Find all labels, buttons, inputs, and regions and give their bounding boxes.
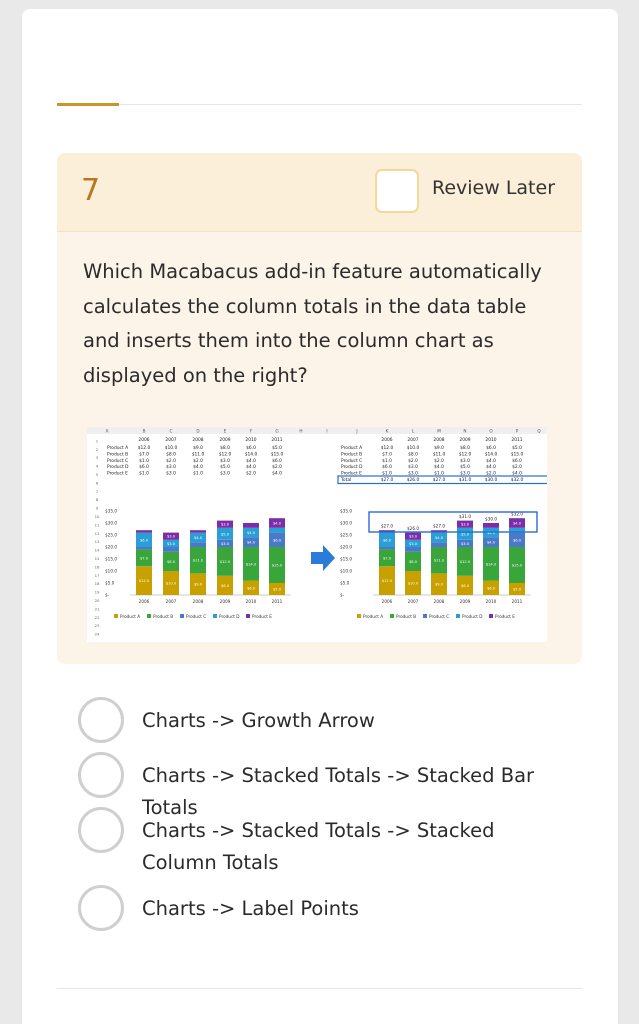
table-cell: $8.0 — [166, 452, 176, 458]
chart-x-tick: 2007 — [407, 599, 419, 604]
chart-bar-segment — [431, 542, 447, 547]
legend-swatch — [213, 614, 217, 618]
table-cell: $6.0 — [382, 465, 392, 471]
row-number: 9 — [95, 505, 99, 511]
chart-total-label: $26.0 — [407, 526, 419, 532]
table-cell: $1.0 — [193, 471, 203, 477]
legend-swatch — [423, 614, 427, 618]
question-figure — [87, 427, 547, 642]
column-letter: A — [105, 428, 109, 434]
chart-data-label: $7.0 — [382, 556, 392, 561]
legend-swatch — [390, 614, 394, 618]
row-number: 12 — [94, 530, 100, 536]
chart-data-label: $6.0 — [272, 538, 282, 543]
chart-x-tick: 2010 — [485, 599, 497, 604]
row-number: 11 — [94, 522, 100, 528]
chart-x-tick: 2006 — [138, 599, 150, 604]
table-cell: $1.0 — [434, 471, 444, 477]
chart-data-label: $5.0 — [460, 532, 470, 537]
column-letter: B — [142, 428, 146, 434]
table-row-label: Product D — [341, 465, 363, 471]
row-number: 7 — [95, 488, 99, 494]
table-cell: $8.0 — [460, 446, 470, 451]
chart-x-tick: 2011 — [271, 599, 283, 604]
chart-data-label: $4.0 — [246, 531, 256, 536]
table-cell: $3.0 — [460, 471, 470, 477]
table-cell: $3.0 — [166, 465, 176, 471]
question-text: Which Macabacus add-in feature automatically calculates the column totals in the data table and inserts them into the column chart as displayed on the right? — [83, 260, 542, 387]
table-row-label: Product E — [107, 471, 128, 477]
table-year-header: 2007 — [407, 438, 419, 443]
review-later-checkbox[interactable] — [375, 169, 419, 213]
table-year-header: 2006 — [381, 438, 393, 443]
table-cell: $14.0 — [244, 452, 258, 458]
chart-data-label: $8.0 — [408, 559, 418, 564]
table-cell: $12.0 — [380, 446, 394, 451]
column-letter: P — [515, 428, 519, 434]
chart-y-tick: $30.0 — [105, 520, 117, 526]
table-cell: $2.0 — [486, 471, 496, 477]
table-cell: $12.0 — [137, 446, 151, 451]
progress-indicator — [57, 103, 119, 106]
chart-bar-segment — [190, 542, 206, 547]
chart-data-label: $12.0 — [381, 579, 393, 584]
table-year-header: 2007 — [165, 438, 177, 443]
chart-data-label: $14.0 — [245, 562, 257, 567]
row-number: 16 — [94, 564, 100, 570]
table-total-cell: $27.0 — [432, 478, 446, 483]
chart-data-label: $6.0 — [382, 538, 392, 543]
chart-data-label: $7.0 — [139, 556, 149, 561]
table-row-label: Product D — [107, 465, 129, 471]
table-cell: $3.0 — [408, 471, 418, 477]
table-cell: $8.0 — [408, 452, 418, 458]
table-row-label: Product A — [107, 446, 129, 451]
row-number: 6 — [95, 480, 99, 486]
chart-data-label: $12.0 — [219, 559, 231, 564]
figure-svg — [87, 427, 547, 642]
chart-y-tick: $10.0 — [105, 568, 117, 574]
table-cell: $5.0 — [512, 446, 522, 451]
chart-data-label: $6.0 — [486, 586, 496, 591]
chart-bar-segment — [243, 523, 259, 528]
chart-data-label: $15.0 — [271, 563, 283, 568]
chart-x-tick: 2011 — [511, 599, 523, 604]
question-box — [57, 153, 582, 664]
chart-y-tick: $35.0 — [340, 508, 352, 514]
table-cell: $2.0 — [434, 458, 444, 464]
table-cell: $15.0 — [510, 452, 524, 458]
chart-y-tick: $15.0 — [105, 556, 117, 562]
column-letter: D — [196, 428, 200, 434]
chart-data-label: $4.0 — [512, 521, 522, 526]
table-cell: $5.0 — [220, 465, 230, 471]
chart-bar-segment — [269, 528, 285, 533]
table-row-label: Product C — [107, 458, 129, 464]
table-cell: $7.0 — [139, 452, 149, 458]
chart-data-label: $10.0 — [407, 581, 419, 586]
chart-total-label: $32.0 — [511, 511, 523, 517]
table-cell: $11.0 — [191, 452, 205, 458]
table-cell: $14.0 — [484, 452, 498, 458]
column-letter: J — [356, 428, 358, 434]
chart-data-label: $12.0 — [138, 579, 150, 584]
progress-track — [57, 104, 582, 105]
legend-label: Product C — [429, 614, 450, 619]
row-number: 13 — [94, 539, 100, 545]
table-cell: $7.0 — [382, 452, 392, 458]
chart-data-label: $11.0 — [192, 558, 204, 563]
column-letter: C — [169, 428, 173, 434]
legend-swatch — [180, 614, 184, 618]
table-cell: $10.0 — [164, 446, 178, 451]
chart-x-tick: 2010 — [245, 599, 257, 604]
chart-y-tick: $20.0 — [340, 544, 352, 550]
table-cell: $3.0 — [166, 471, 176, 477]
table-cell: $2.0 — [166, 458, 176, 464]
column-letter: G — [275, 428, 279, 434]
row-number: 18 — [94, 581, 100, 587]
chart-data-label: $3.0 — [220, 522, 230, 527]
chart-y-tick: $- — [105, 592, 110, 598]
chart-y-tick: $20.0 — [105, 544, 117, 550]
column-letter: L — [411, 428, 415, 434]
transform-arrow-icon — [311, 545, 335, 571]
option-radio[interactable] — [78, 697, 124, 743]
table-cell: $9.0 — [193, 446, 203, 451]
legend-swatch — [147, 614, 151, 618]
row-number: 19 — [94, 589, 100, 595]
chart-y-tick: $30.0 — [340, 520, 352, 526]
chart-y-tick: $5.0 — [105, 580, 115, 586]
legend-label: Product E — [252, 614, 272, 619]
chart-data-label: $14.0 — [485, 562, 497, 567]
chart-y-tick: $25.0 — [340, 532, 352, 538]
table-cell: $3.0 — [220, 471, 230, 477]
chart-x-tick: 2009 — [459, 599, 471, 604]
option-label[interactable]: Charts -> Stacked Totals -> Stacked Bar Totals — [142, 764, 535, 819]
legend-label: Product D — [462, 614, 483, 619]
table-cell: $1.0 — [382, 458, 392, 464]
chart-total-label: $27.0 — [433, 523, 445, 529]
chart-data-label: $6.0 — [512, 538, 522, 543]
chart-data-label: $3.0 — [166, 541, 176, 546]
option-label[interactable]: Charts -> Label Points — [142, 897, 359, 920]
table-cell: $2.0 — [246, 471, 256, 477]
table-cell: $4.0 — [246, 465, 256, 471]
table-cell: $5.0 — [460, 465, 470, 471]
table-year-header: 2011 — [271, 438, 283, 443]
chart-x-tick: 2009 — [219, 599, 231, 604]
table-cell: $12.0 — [458, 452, 472, 458]
column-letter: K — [385, 428, 389, 434]
table-cell: $15.0 — [270, 452, 284, 458]
table-cell: $5.0 — [272, 446, 282, 451]
legend-swatch — [114, 614, 118, 618]
table-row-label: Product A — [341, 446, 363, 451]
question-header — [57, 153, 582, 232]
table-cell: $6.0 — [486, 446, 496, 451]
chart-data-label: $3.0 — [408, 541, 418, 546]
chart-data-label: $10.0 — [165, 581, 177, 586]
table-cell: $11.0 — [432, 452, 446, 458]
legend-label: Product C — [186, 614, 207, 619]
chart-x-tick: 2008 — [433, 599, 445, 604]
table-year-header: 2010 — [485, 438, 497, 443]
question-number: 7 — [81, 173, 101, 208]
row-number: 22 — [94, 614, 100, 620]
legend-swatch — [489, 614, 493, 618]
option-radio[interactable] — [78, 885, 124, 931]
row-number: 2 — [95, 446, 99, 452]
table-cell: $4.0 — [434, 465, 444, 471]
table-cell: $1.0 — [139, 471, 149, 477]
chart-bar-segment — [190, 530, 206, 532]
review-later-label[interactable]: Review Later — [432, 177, 556, 199]
row-number: 4 — [95, 463, 99, 469]
chart-y-tick: $10.0 — [340, 568, 352, 574]
table-cell: $4.0 — [486, 465, 496, 471]
chart-data-label: $5.0 — [512, 587, 522, 592]
chart-data-label: $4.0 — [272, 521, 282, 526]
table-cell: $6.0 — [139, 465, 149, 471]
option-radio[interactable] — [78, 752, 124, 798]
chart-data-label: $9.0 — [193, 582, 203, 587]
table-cell: $6.0 — [512, 458, 522, 464]
legend-label: Product B — [153, 614, 174, 619]
chart-data-label: $3.0 — [166, 534, 176, 539]
table-cell: $3.0 — [460, 458, 470, 464]
table-year-header: 2006 — [138, 438, 150, 443]
chart-total-label: $31.0 — [459, 514, 471, 520]
legend-swatch — [246, 614, 250, 618]
table-cell: $6.0 — [246, 446, 256, 451]
legend-label: Product B — [396, 614, 417, 619]
legend-label: Product A — [363, 614, 384, 619]
chart-total-label: $30.0 — [485, 516, 497, 522]
row-number: 15 — [94, 556, 100, 561]
chart-data-label: $3.0 — [220, 541, 230, 546]
table-cell: $10.0 — [406, 446, 420, 451]
column-letter: E — [223, 428, 227, 434]
table-cell: $4.0 — [272, 471, 282, 477]
table-row-label: Product B — [107, 452, 129, 458]
row-number: 24 — [94, 631, 100, 637]
table-row-label: Product B — [341, 452, 363, 458]
chart-data-label: $15.0 — [511, 563, 523, 568]
row-number: 23 — [94, 623, 100, 629]
table-cell: $3.0 — [408, 465, 418, 471]
option-radio[interactable] — [78, 807, 124, 853]
table-cell: $4.0 — [193, 465, 203, 471]
legend-label: Product D — [219, 614, 240, 619]
chart-bar-segment — [163, 547, 179, 552]
chart-data-label: $3.0 — [460, 541, 470, 546]
chart-y-tick: $- — [340, 592, 345, 598]
table-cell: $9.0 — [434, 446, 444, 451]
table-year-header: 2008 — [433, 438, 445, 443]
option-label[interactable]: Charts -> Growth Arrow — [142, 709, 375, 732]
table-year-header: 2010 — [245, 438, 257, 443]
table-year-header: 2009 — [219, 438, 231, 443]
column-letter: I — [326, 428, 328, 434]
chart-bar-segment — [483, 523, 499, 528]
column-letter: M — [437, 428, 441, 434]
row-number: 17 — [94, 572, 100, 578]
table-cell: $1.0 — [382, 471, 392, 477]
chart-data-label: $5.0 — [272, 587, 282, 592]
table-cell: $2.0 — [193, 458, 203, 464]
chart-data-label: $5.0 — [220, 532, 230, 537]
column-letter: H — [299, 428, 303, 434]
chart-y-tick: $25.0 — [105, 532, 117, 538]
chart-bar-segment — [379, 547, 395, 549]
table-cell: $4.0 — [486, 458, 496, 464]
chart-data-label: $6.0 — [246, 586, 256, 591]
table-year-header: 2008 — [192, 438, 204, 443]
column-letter: N — [463, 428, 467, 434]
chart-bar-segment — [136, 530, 152, 532]
table-cell: $8.0 — [220, 446, 230, 451]
chart-data-label: $11.0 — [433, 558, 445, 563]
table-year-header: 2009 — [459, 438, 471, 443]
table-row-label: Product E — [341, 471, 362, 477]
table-cell: $4.0 — [512, 471, 522, 477]
table-cell: $4.0 — [246, 458, 256, 464]
chart-data-label: $8.0 — [460, 583, 470, 588]
column-letter: F — [249, 428, 253, 434]
chart-data-label: $3.0 — [460, 522, 470, 527]
row-number: 1 — [95, 438, 99, 444]
column-letter: O — [489, 428, 493, 434]
table-cell: $3.0 — [220, 458, 230, 464]
option-label[interactable]: Charts -> Stacked Totals -> Stacked Column Totals — [142, 819, 495, 874]
column-letter: Q — [537, 428, 541, 434]
table-total-cell: $32.0 — [510, 478, 524, 483]
chart-data-label: $9.0 — [434, 582, 444, 587]
chart-data-label: $8.0 — [220, 583, 230, 588]
row-number: 10 — [94, 514, 100, 519]
legend-label: Product A — [120, 614, 141, 619]
table-cell: $2.0 — [272, 465, 282, 471]
chart-data-label: $8.0 — [166, 559, 176, 564]
row-number: 20 — [94, 598, 100, 603]
chart-y-tick: $5.0 — [340, 580, 350, 586]
chart-x-tick: 2006 — [381, 599, 393, 604]
table-row-label: Product C — [341, 458, 363, 464]
chart-y-tick: $15.0 — [340, 556, 352, 562]
table-cell: $1.0 — [139, 458, 149, 464]
row-number: 14 — [94, 547, 100, 553]
legend-label: Product E — [495, 614, 515, 619]
chart-data-label: $12.0 — [459, 559, 471, 564]
chart-data-label: $4.0 — [486, 531, 496, 536]
chart-data-label: $4.0 — [434, 535, 444, 540]
table-total-label: Total — [341, 478, 352, 483]
chart-total-label: $27.0 — [381, 523, 393, 529]
chart-y-tick: $35.0 — [105, 508, 117, 514]
table-cell: $2.0 — [408, 458, 418, 464]
row-number: 3 — [95, 455, 99, 461]
table-cell: $2.0 — [512, 465, 522, 471]
chart-x-tick: 2008 — [192, 599, 204, 604]
table-total-cell: $26.0 — [406, 478, 420, 483]
chart-data-label: $4.0 — [486, 540, 496, 545]
chart-data-label: $6.0 — [139, 538, 149, 543]
row-number: 8 — [95, 497, 99, 503]
row-number: 21 — [94, 606, 100, 612]
chart-x-tick: 2007 — [165, 599, 177, 604]
sheet-column-header — [87, 427, 547, 434]
chart-data-label: $3.0 — [408, 534, 418, 539]
legend-swatch — [357, 614, 361, 618]
table-total-cell: $27.0 — [380, 478, 394, 483]
legend-swatch — [456, 614, 460, 618]
chart-bar-segment — [136, 547, 152, 549]
bottom-divider — [57, 988, 582, 989]
table-cell: $6.0 — [272, 458, 282, 464]
table-year-header: 2011 — [511, 438, 523, 443]
table-cell: $12.0 — [218, 452, 232, 458]
table-total-cell: $31.0 — [458, 478, 472, 483]
table-total-cell: $30.0 — [484, 478, 498, 483]
chart-data-label: $4.0 — [246, 540, 256, 545]
chart-data-label: $4.0 — [193, 535, 203, 540]
row-number: 5 — [95, 472, 99, 477]
chart-bar-segment — [405, 547, 421, 552]
